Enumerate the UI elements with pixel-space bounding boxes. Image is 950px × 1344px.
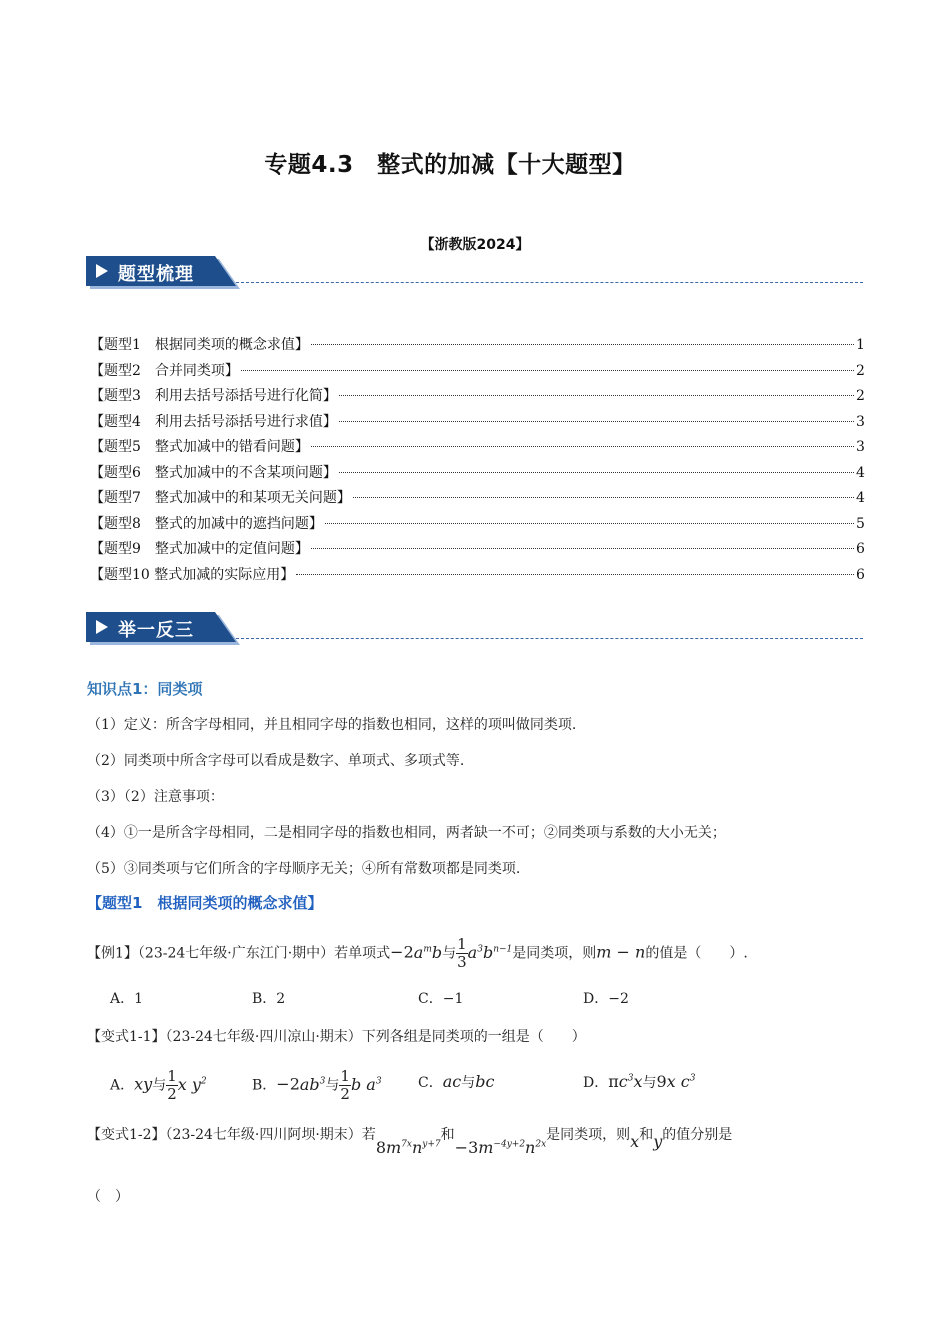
toc-entry[interactable] — [90, 462, 864, 488]
toc-entry[interactable] — [90, 487, 864, 513]
knowledge-line: （2）同类项中所含字母可以看成是数字、单项式、多项式等. — [87, 753, 465, 769]
toc-page-number: 3 — [856, 413, 865, 430]
knowledge-point-title: 知识点1：同类项 — [87, 680, 203, 698]
toc-page-number: 6 — [856, 566, 865, 583]
answer-option-b[interactable]: B．2 — [252, 991, 286, 1007]
example-1-question: 【例1】（23-24七年级·广东江门·期中）若单项式$-2a^mb$与 $\frac{1}{3}$ $a^3b^{n-1}$是同类项，则m − n的值是（ ）. — [87, 935, 748, 971]
toc-entry[interactable] — [90, 360, 864, 386]
toc-entry[interactable] — [90, 564, 864, 590]
answer-option-c[interactable]: C．−1 — [418, 991, 464, 1007]
toc-entry[interactable] — [90, 513, 864, 539]
answer-option-c[interactable]: C．ac与bc — [418, 1072, 495, 1091]
play-arrow-icon — [96, 620, 108, 634]
toc-entry-label[interactable]: 【题型4 利用去括号添括号进行求值】 — [90, 413, 337, 430]
knowledge-line: （5）③同类项与它们所含的字母顺序无关；④所有常数项都是同类项. — [87, 861, 521, 877]
answer-option-d[interactable]: D．$\pi c^3x$与9x $c^3$ — [583, 1072, 696, 1091]
banner-label: 举一反三 — [118, 620, 194, 641]
variant-1-1-question: 【变式1-1】（23-24七年级·四川凉山·期末）下列各组是同类项的一组是（ ） — [87, 1029, 586, 1045]
page-title: 专题4.3 整式的加减【十大题型】 — [264, 152, 636, 178]
answer-option-a[interactable]: A．xy与 $\frac{1}{2}$ x $y^2$ — [110, 1067, 207, 1103]
toc-entry[interactable] — [90, 436, 864, 462]
toc-entry-label[interactable]: 【题型9 整式加减中的定值问题】 — [90, 541, 309, 557]
toc-entry-label[interactable]: 【题型2 合并同类项】 — [90, 362, 239, 379]
toc-page-number: 1 — [856, 337, 865, 353]
answer-parentheses: （ ） — [87, 1189, 129, 1205]
toc-page-number: 6 — [856, 541, 865, 557]
toc-page-number: 4 — [856, 490, 865, 506]
question-type-heading: 【题型1 根据同类项的概念求值】 — [87, 894, 323, 912]
toc-entry-label[interactable]: 【题型10 整式加减的实际应用】 — [90, 566, 295, 583]
dashed-divider — [236, 282, 863, 283]
variant-1-2-question: 【变式1-2】（23-24七年级·四川阿坝·期末）若$8m^{7x}n^{y+7}$和$-3m^{-4y+2}n^{2x}$是同类项，则x和y的值分别是 — [87, 1127, 733, 1157]
answer-option-d[interactable]: D．−2 — [583, 991, 629, 1007]
toc-page-number: 2 — [856, 362, 865, 379]
toc-entry-label[interactable]: 【题型1 根据同类项的概念求值】 — [90, 337, 309, 353]
play-arrow-icon — [96, 264, 108, 278]
toc-page-number: 2 — [856, 388, 865, 404]
knowledge-line: （3）（2）注意事项： — [87, 789, 224, 805]
section-banner-overview — [86, 256, 863, 288]
section-banner-practice — [86, 612, 863, 644]
banner-label: 题型梳理 — [118, 264, 194, 285]
toc-entry[interactable] — [90, 334, 864, 360]
toc-entry[interactable] — [90, 411, 864, 437]
toc-entry-label[interactable]: 【题型5 整式加减中的错看问题】 — [90, 439, 309, 455]
toc-entry-label[interactable]: 【题型8 整式的加减中的遮挡问题】 — [90, 515, 323, 532]
toc-page-number: 4 — [856, 464, 865, 481]
toc-page-number: 3 — [856, 439, 865, 455]
toc-entry-label[interactable]: 【题型7 整式加减中的和某项无关问题】 — [90, 490, 351, 506]
table-of-contents — [90, 334, 864, 589]
toc-entry[interactable] — [90, 385, 864, 411]
edition-label: 【浙教版2024】 — [420, 237, 530, 253]
toc-page-number: 5 — [856, 515, 865, 532]
toc-entry-label[interactable]: 【题型3 利用去括号添括号进行化简】 — [90, 388, 337, 404]
toc-entry-label[interactable]: 【题型6 整式加减中的不含某项问题】 — [90, 464, 337, 481]
knowledge-line: （1）定义：所含字母相同，并且相同字母的指数也相同，这样的项叫做同类项. — [87, 717, 577, 733]
answer-option-a[interactable]: A．1 — [110, 991, 144, 1007]
knowledge-line: （4）①一是所含字母相同，二是相同字母的指数也相同，两者缺一不可；②同类项与系数的大小无关； — [87, 825, 726, 841]
toc-entry[interactable] — [90, 538, 864, 564]
dashed-divider — [236, 638, 863, 639]
answer-option-b[interactable]: B．$-2ab^3$与 $\frac{1}{2}$ b $a^3$ — [252, 1067, 382, 1103]
